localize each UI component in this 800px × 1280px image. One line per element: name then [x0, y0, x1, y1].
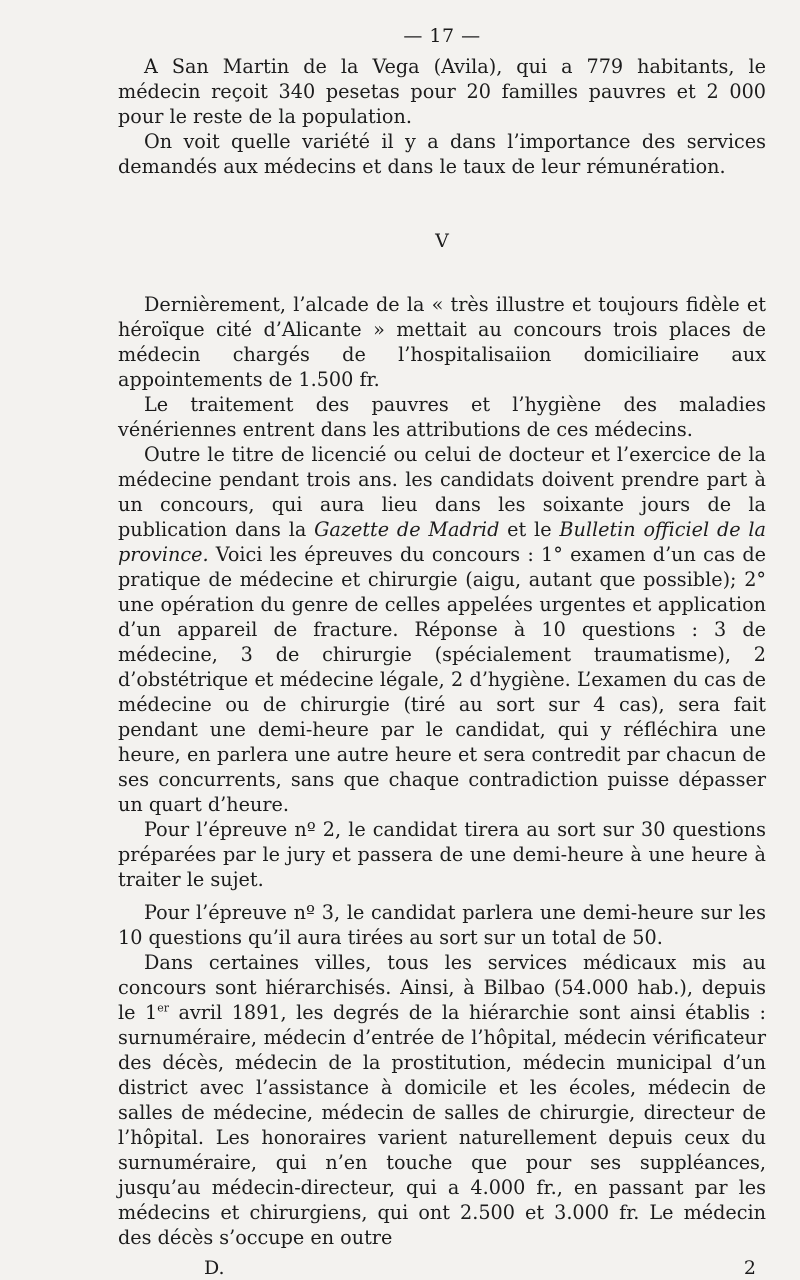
document-page	[118, 22, 766, 1280]
sheet-number: 2	[743, 1257, 756, 1279]
paragraph-epreuve-3: Pour l’épreuve nº 3, le candidat parlera une demi-heure sur les 10 questions qu’il aura tirées au sort sur un total de 50.	[118, 901, 766, 949]
bilbao-text-part-1: Dans certaines villes, tous les services médicaux mis au concours sont hiérarchisés. Ainsi, à Bilbao (54.000 hab.), depuis le 1	[118, 951, 766, 1024]
paragraph-epreuve-2: Pour l’épreuve nº 2, le candidat tirera au sort sur 30 questions préparées par le jury et passera de une demi-heure à une heure à traiter le sujet.	[118, 818, 766, 891]
section-heading-v: V	[435, 230, 449, 252]
superscript-er: er	[157, 1001, 169, 1015]
page-footer	[118, 1256, 766, 1280]
concours-text-part-2: et le	[499, 518, 560, 541]
gazette-title: Gazette de Madrid	[314, 518, 500, 541]
bilbao-text-part-2: avril 1891, les degrés de la hiérarchie sont ainsi établis : surnuméraire, médecin d’entrée de l’hôpital, médecin vérificateur des décès, médecin de la prostitution, médecin municipal d’un district avec l’assistance à domicile et les écoles, médecin de salles de médecine, médecin de salles de chirurgie, directeur de l’hôpital. Les honoraires varient naturellement depuis ceux du surnuméraire, qui n’en touche que pour ses suppléances, jusqu’au médecin-directeur, qui a 4.000 fr., en passant par les médecins et chirurgiens, qui ont 2.500 et 3.000 fr. Le médecin des décès s’occupe en outre	[118, 1001, 766, 1249]
concours-text-part-3: Voici les épreuves du concours : 1° examen d’un cas de pratique de médecine et chirurgie (aigu, autant que possible); 2° une opération du genre de celles appelées urgentes et application d’un appareil de fracture. Réponse à 10 questions : 3 de médecine, 3 de chirurgie (spécialement traumatisme), 2 d’obstétrique et médecine légale, 2 d’hygiène. L’examen du cas de médecine ou de chirurgie (tiré au sort sur 4 cas), sera fait pendant une demi-heure par le candidat, qui y réfléchira une heure, en parlera une autre heure et sera contredit par chacun de ses concurrents, sans que chaque contradiction puisse dépasser un quart d’heure.	[118, 543, 766, 816]
paragraph-traitement: Le traitement des pauvres et l’hygiène des maladies vénériennes entrent dans les attributions de ces médecins.	[118, 393, 766, 441]
paragraph-variete: On voit quelle variété il y a dans l’importance des services demandés aux médecins et dans le taux de leur rémunération.	[118, 130, 766, 178]
paragraph-san-martin: A San Martin de la Vega (Avila), qui a 779 habitants, le médecin reçoit 340 pesetas pour 20 familles pauvres et 2 000 pour le reste de la population.	[118, 55, 766, 128]
paragraph-concours	[118, 442, 766, 817]
paragraph-alicante: Dernièrement, l’alcade de la « très illustre et toujours fidèle et héroïque cité d’Alicante » mettait au concours trois places de médecin chargés de l’hospitalisaiion domiciliaire aux appointements de 1.500 fr.	[118, 293, 766, 391]
signature-mark: D.	[204, 1257, 225, 1279]
bulletin-title: Bulletin officiel de la province.	[118, 518, 766, 566]
paragraph-bilbao	[118, 950, 766, 1250]
page-number: — 17 —	[403, 25, 481, 47]
concours-text-part-1: Outre le titre de licencié ou celui de docteur et l’exercice de la médecine pendant trois ans. les candidats doivent prendre part à un concours, qui aura lieu dans les soixante jours de la publication dans la	[118, 443, 766, 541]
